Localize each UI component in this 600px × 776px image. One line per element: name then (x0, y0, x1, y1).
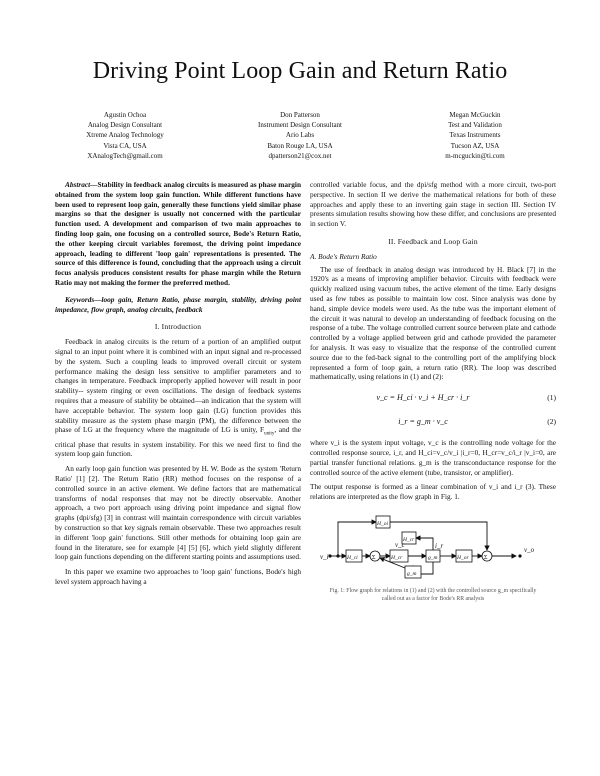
subsection-heading-return-ratio: A. Bode's Return Ratio (310, 251, 377, 261)
intro-paragraph-3: In this paper we examine two approaches to 'loop gain' functions, Bode's high level system approach having a (55, 567, 301, 586)
figure-1-caption: Fig. 1: Flow graph for relations in (1) and (2) with the controlled source g_m specifically called out as a factor for Bode's RR analysis (329, 587, 537, 602)
label-hcr: H_cr (391, 554, 403, 561)
label-gm-feedback: g_m (407, 570, 417, 577)
keywords: Keywords—loop gain, Return Ratio, phase margin, stability, driving point impedance, flow graph, analog circuits, feedback (55, 294, 301, 314)
flow-graph-svg (310, 508, 556, 582)
node-vo (518, 554, 521, 557)
paper-title: Driving Point Loop Gain and Return Ratio (92, 58, 508, 84)
author-block (40, 110, 560, 161)
section-heading-feedback: II. Feedback and Loop Gain (388, 236, 478, 246)
label-hcr-feedback: H_cr (403, 536, 415, 543)
feedback-paragraph-3: The output response is formed as a linear combination of v_i and i_r (3). These relations are interpreted as the flow graph in Fig. 1. (310, 482, 556, 502)
author-2: Don Patterson Instrument Design Consultant Ario Labs Baton Rouge LA, USA dpatterson21@cox.net (258, 111, 342, 160)
left-column (55, 180, 301, 587)
feedback-paragraph-2: where v_i is the system input voltage, v_c is the controlling node voltage for the controlled response source, i_r, and H_ci=v_c/v_i |i_r=0, H_cr=v_c/i_r |v_i=0, are partial transfer functional relations. g_m is the transconductance response for the controlled source of the active element (tube, transistor, or amplifier). (310, 438, 556, 477)
equation-1-body: v_c = H_ci · v_i + H_cr · i_r (376, 393, 470, 403)
label-vc: v_c (395, 540, 405, 549)
equation-1 (310, 390, 556, 406)
label-gm: g_m (428, 554, 438, 561)
equation-1-number: (1) (547, 393, 556, 403)
section-heading-introduction: I. Introduction (154, 322, 202, 332)
feedback-paragraph-1: The use of feedback in analog design was introduced by H. Black [7] in the 1920's as a means of improving amplifier behavior. Circuits with feedback were quickly realized using vacuum tubes, the active element of the time. Early designs used as few tubes as possible to maintain low cost. Since analysis was done by hand, simple device models were used. As the tube was the important element of the circuit it was natural to develop an understanding of feedback focusing on the response of a tube. The voltage controlled current source between plate and cathode controlled by a voltage applied between grid and cathode provided the parameter for analysis. It was easy to visualize that the response of the controlled current source due to the fed-back signal to the controlling port of the amplifying block represented a form of loop gain, a return ratio (RR). The loop was described mathematically, using relations in (1) and (2): (310, 264, 556, 382)
node-vi-branch (336, 554, 339, 557)
intro-paragraph-1: Feedback in analog circuits is the return of a portion of an amplified output signal to an input point where it is combined with an input signal and re-processed by the system. Such a coupling leads to improved overall circuit or system performance making the design less sensitive to amplifier parameters and to changes in temperature. Feedback improperly applied however will result in poor stability-- system ringing or even oscillations. The design of feedback systems requires that a measure of stability be obtained—an indication that the system will have acceptable behavior. The system loop gain (LG) function provides this stability measure as the system phase margin (PM), the difference between the phase of LG at the frequency where the magnitude of LG is unity, $F_{unity}$, and the critical phase that results in system instability. For this we need first to find the system loop gain function. (55, 337, 301, 459)
label-hci: H_ci (347, 554, 358, 561)
label-hoi: H_oi (377, 520, 388, 527)
label-ir: i_r (435, 541, 444, 550)
intro-continuation: controlled variable focus, and the dpi/sfg method with a more circuit, two-port perspective. In section II we derive the mathematical relations for both of these approaches and apply these to an inverting gain stage in section III. Section IV presents simulation results showing how these differ, and conclusions are presented in section V. (310, 180, 556, 229)
intro-paragraph-2: An early loop gain function was presented by H. W. Bode as the system 'Return Ratio' [1] [2]. The Return Ratio (RR) method focuses on the response of a controlled source in an active element. We define factors that are mathematical transforms of nodal responses that may not be directly observable. Another approach, a two port approach using driving point impedance and signal flow graphs (dpi/sfg) [3] in contrast will maintain correspondence with circuit variables by construction so that key signals remain observable. These two approaches result in different 'loop gain' functions. Still other methods for obtaining loop gain are found in the literature, see for example [4] [5] [6], which yield slightly different loop gain functions depending on the different starting points and assumptions used. (55, 464, 301, 562)
figure-1-flow-graph (310, 508, 556, 582)
right-column (310, 180, 556, 603)
label-hor: H_or (457, 554, 469, 561)
sum-symbol-2: Σ (484, 554, 488, 561)
equation-2-body: i_r = g_m · v_c (398, 417, 448, 427)
label-vo: v_o (524, 545, 535, 554)
equation-2 (310, 414, 556, 430)
label-vi: v_i (320, 552, 329, 561)
sum-symbol-1: Σ (372, 554, 376, 561)
node-vi (328, 554, 331, 557)
author-1: Agustin Ochoa Analog Design Consultant Xtreme Analog Technology Vista CA, USA XAnalogTech@gmail.com (86, 111, 164, 160)
abstract: Abstract—Stability in feedback analog circuits is measured as phase margin obtained from the system loop gain function. While different functions have been used to represent loop gain, generally these functions yield similar phase margins so that the designer is usually not concerned with the particular function used. A development and comparison of two main approaches to finding loop gain, one focusing on a controlled source, Bode's Return Ratio, the other keeping circuit variables foremost, the driving point impedance approach, leading to different 'loop gain' representations is presented. The source of this difference is found, concluding that the approach using a circuit focus analysis produces consistent results for phase margin while the Return Ratio may not making the former the preferred method. (55, 180, 301, 287)
author-3: Megan McGuckin Test and Validation Texas Instruments Tucson AZ, USA m-mcguckin@ti.com (445, 111, 505, 160)
equation-2-number: (2) (547, 417, 556, 427)
